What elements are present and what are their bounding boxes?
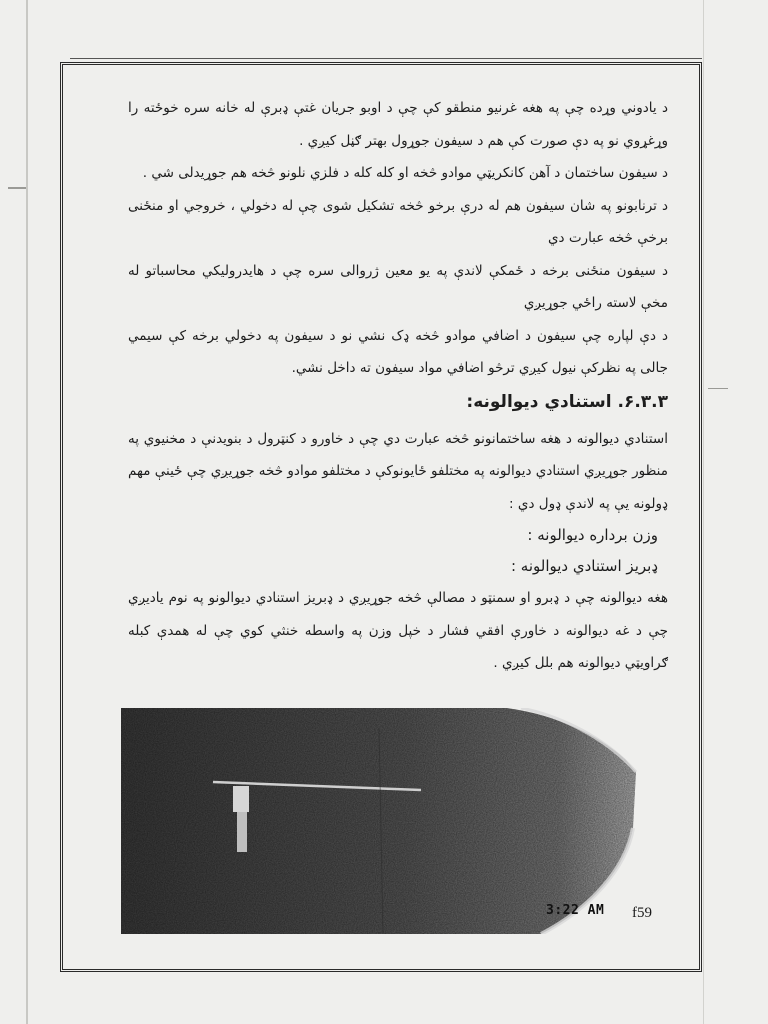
sub-heading-gravity: وزن برداره دیوالونه : bbox=[527, 526, 658, 544]
paragraph-siphon-screen: د دې لپاره چې سیفون د اضافي موادو څخه ډک نشي نو د سیفون په دخولي برخه کې سیمي جالی په نظرکې نیول کیږي ترڅو اضافي مواد سیفون ته داخل نشي. bbox=[128, 327, 668, 376]
section-heading: ۶.۳.۳. استنادي دیوالونه: bbox=[466, 391, 668, 412]
scan-binding-line bbox=[26, 0, 28, 1024]
paragraph-siphon-mountain: د یادوني وړده چې په هغه غرنیو منطقو کې چې د اوبو جریان غتې ډبرې له خانه سره خوځته را وړغړوي نو په دې صورت کې هم د سیفون جوړول بهتر ګڼل کیږي . bbox=[128, 100, 668, 149]
frame-top-rule bbox=[70, 58, 702, 59]
paragraph-stone-walls: هغه دیوالونه چې د ډبرو او سمنټو د مصالې څخه جوړیږي د ډبریز استنادي دیوالونو په نوم یادیږي چې د غه دیوالونه د خاورې افقي فشار د خپل وزن په واسطه خنثي کوي چې له همدې کبله ګراویټي دیوالونه هم بلل کیږي . bbox=[128, 590, 668, 671]
paragraph-retaining-walls: استنادي دیوالونه د هغه ساختمانونو څخه عبارت دي چې د خاورو د کنټرول د بنویدنې د مخنیوي په منظور جوړیږي استنادي دیوالونه په مختلفو ځایونوکې د مختلفو موادو څخه جوړیږي چې ځینې مهم ډولونه یې په لاندې ډول دي : bbox=[128, 430, 668, 512]
paragraph-siphon-middle: د سیفون منځنی برخه د ځمکې لاندې په یو معین ژروالی سره چې د هایدرولیکي محاسباتو له مخې لاسته راځي جوړیږي bbox=[128, 262, 668, 311]
scan-mark bbox=[8, 187, 26, 189]
scan-page-edge bbox=[703, 0, 704, 1024]
page-number: f59 bbox=[632, 905, 652, 921]
retaining-wall-photo bbox=[121, 708, 641, 934]
paragraph-siphon-materials: د سیفون ساختمان د آهن کانکریټي موادو څخه او کله کله د فلزي نلونو څخه هم جوړیدلی شي . bbox=[142, 165, 668, 181]
photo-timestamp: 3:22 AM bbox=[546, 903, 605, 918]
page-body bbox=[128, 92, 668, 680]
paragraph-siphon-parts: د ترنابونو په شان سیفون هم له درې برخو څخه تشکیل شوی چې له دخولي ، خروجي او منځنی برخې څخه عبارت دي bbox=[128, 197, 668, 246]
scan-mark bbox=[708, 388, 728, 389]
sub-heading-stone-walls: ډبریز استنادي دیوالونه : bbox=[510, 557, 658, 575]
